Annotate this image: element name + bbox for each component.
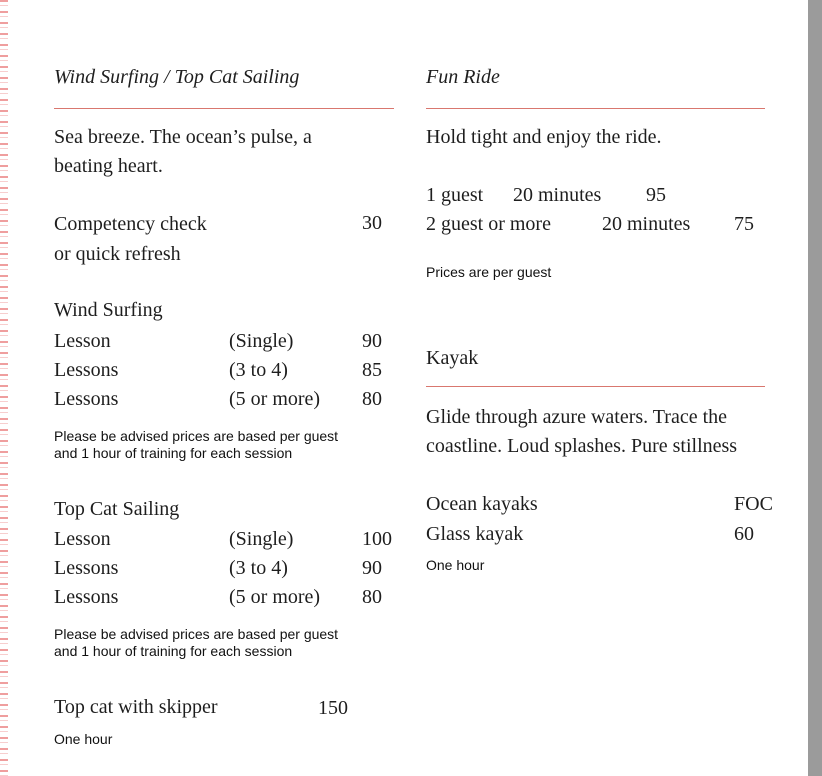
kayak-note: One hour bbox=[426, 557, 485, 573]
fun-ride-section-title: Fun Ride bbox=[426, 66, 500, 88]
fun-ride-row-guests: 2 guest or more bbox=[426, 213, 551, 235]
price-row-item: Lesson bbox=[54, 330, 111, 352]
fun-ride-row-price: 95 bbox=[646, 184, 666, 206]
scrollbar[interactable] bbox=[808, 0, 822, 776]
section-divider bbox=[54, 108, 394, 109]
fun-ride-row-duration: 20 minutes bbox=[602, 213, 691, 235]
top-cat-subtitle: Top Cat Sailing bbox=[54, 498, 180, 520]
competency-label-line-1: Competency check bbox=[54, 213, 207, 235]
top-cat-note-line-2: and 1 hour of training for each session bbox=[54, 643, 293, 659]
competency-price: 30 bbox=[362, 212, 382, 234]
price-row-price: 90 bbox=[362, 557, 382, 579]
fun-ride-intro: Hold tight and enjoy the ride. bbox=[426, 126, 662, 148]
price-row-item: Lesson bbox=[54, 528, 111, 550]
skipper-label: Top cat with skipper bbox=[54, 696, 218, 718]
wind-surfing-section-title: Wind Surfing / Top Cat Sailing bbox=[54, 66, 300, 88]
top-cat-note-line-1: Please be advised prices are based per guest bbox=[54, 626, 339, 642]
kayak-section-title: Kayak bbox=[426, 347, 479, 369]
price-row-qty: (5 or more) bbox=[229, 586, 321, 608]
wind-surfing-note-line-2: and 1 hour of training for each session bbox=[54, 445, 293, 461]
price-row-price: 90 bbox=[362, 330, 382, 352]
fun-ride-row-duration: 20 minutes bbox=[513, 184, 602, 206]
skipper-price: 150 bbox=[318, 697, 348, 719]
price-row-price: 100 bbox=[362, 528, 392, 550]
wind-surfing-intro-line-1: Sea breeze. The ocean’s pulse, a bbox=[54, 126, 312, 148]
price-row-item: Lessons bbox=[54, 586, 119, 608]
section-divider bbox=[426, 386, 765, 387]
price-row-item: Lessons bbox=[54, 388, 119, 410]
kayak-intro-line-1: Glide through azure waters. Trace the bbox=[426, 406, 728, 428]
fun-ride-row-price: 75 bbox=[734, 213, 754, 235]
price-row-qty: (Single) bbox=[229, 528, 294, 550]
price-row-price: 80 bbox=[362, 388, 382, 410]
page-edge-decoration bbox=[0, 0, 8, 776]
fun-ride-row-guests: 1 guest bbox=[426, 184, 484, 206]
price-row-item: Lessons bbox=[54, 557, 119, 579]
kayak-row-item: Ocean kayaks bbox=[426, 493, 538, 515]
wind-surfing-note-line-1: Please be advised prices are based per guest bbox=[54, 428, 339, 444]
skipper-note: One hour bbox=[54, 731, 113, 747]
kayak-row-price: 60 bbox=[734, 523, 754, 545]
kayak-intro-line-2: coastline. Loud splashes. Pure stillness bbox=[426, 435, 738, 457]
wind-surfing-intro-line-2: beating heart. bbox=[54, 155, 163, 177]
wind-surfing-subtitle: Wind Surfing bbox=[54, 299, 163, 321]
price-row-item: Lessons bbox=[54, 359, 119, 381]
price-row-qty: (Single) bbox=[229, 330, 294, 352]
competency-label-line-2: or quick refresh bbox=[54, 243, 181, 265]
price-row-price: 80 bbox=[362, 586, 382, 608]
price-row-price: 85 bbox=[362, 359, 382, 381]
kayak-row-item: Glass kayak bbox=[426, 523, 524, 545]
price-row-qty: (3 to 4) bbox=[229, 359, 288, 381]
price-row-qty: (3 to 4) bbox=[229, 557, 288, 579]
kayak-row-price: FOC bbox=[734, 493, 773, 515]
price-row-qty: (5 or more) bbox=[229, 388, 321, 410]
fun-ride-note: Prices are per guest bbox=[426, 264, 552, 280]
section-divider bbox=[426, 108, 765, 109]
